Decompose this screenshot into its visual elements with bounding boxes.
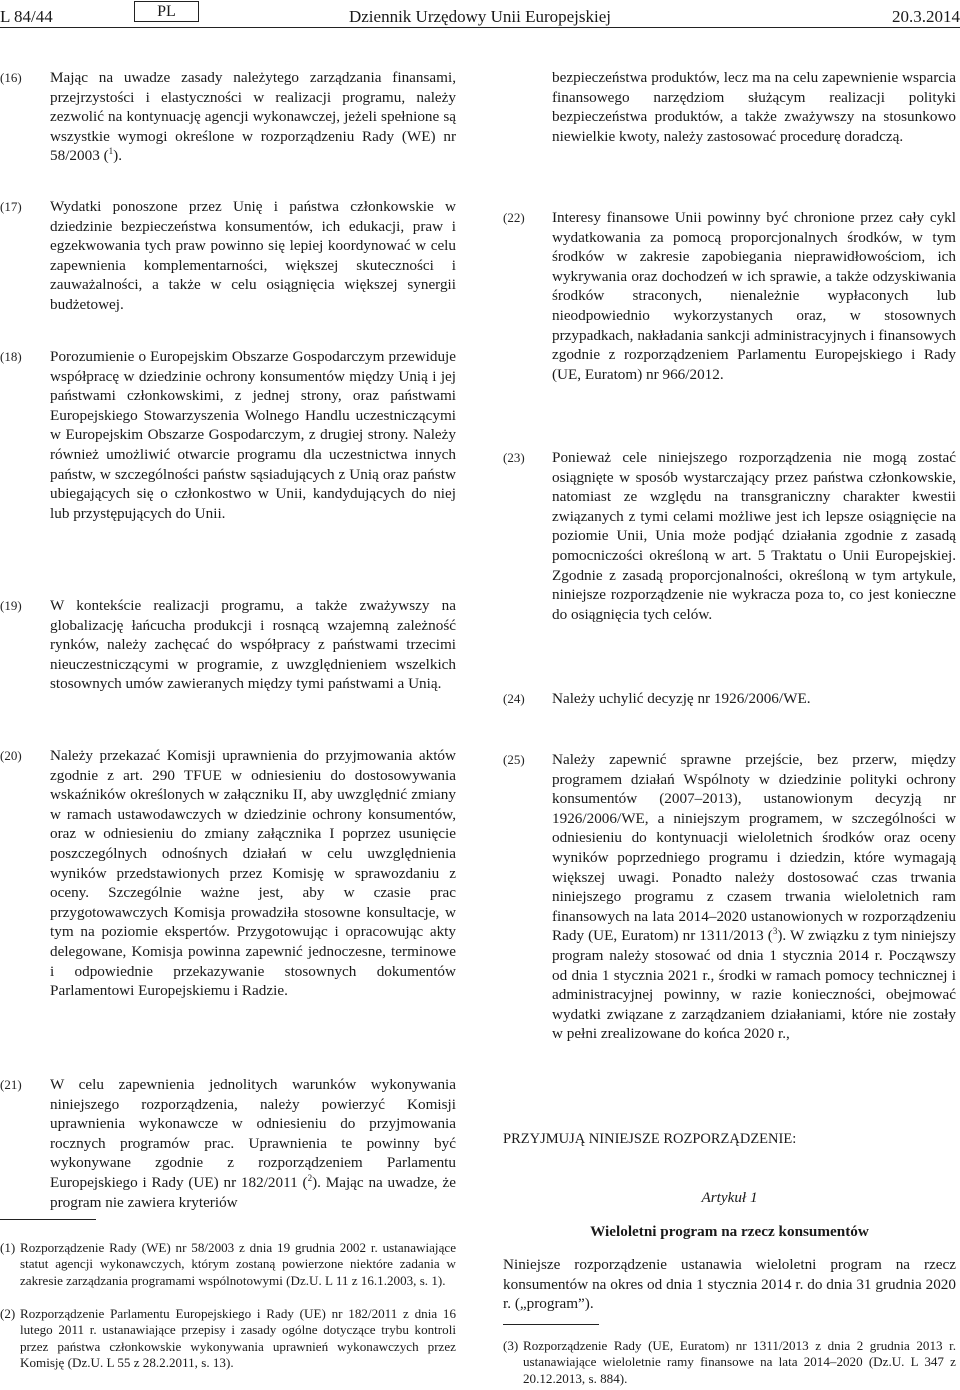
- publication-date: 20.3.2014: [892, 7, 960, 26]
- footnote-text: Rozporządzenie Rady (UE, Euratom) nr 1311/2013 z dnia 2 grudnia 2013 r. ustanawiające wieloletnie ramy finansowe na lata 2014–2020 (Dz.U. L 347 z 20.12.2013, s. 884).: [523, 1338, 956, 1386]
- footnote-number: (3): [503, 1338, 519, 1353]
- article-body: Niniejsze rozporządzenie ustanawia wieloletni program na rzecz konsumentów na okres od dnia 1 stycznia 2014 r. do dnia 31 grudnia 2020 r. („program”).: [503, 1256, 956, 1313]
- footnote-rule: [0, 1219, 96, 1220]
- recital-text: Należy zapewnić sprawne przejście, bez przerw, między programem działań Wspólnoty w dziedzinie polityki ochrony konsumentów (2007–2013), ustanowionym decyzją nr 1926/2006/WE, a niniejszym programem, w szczególności w odniesieniu do kontynuacji wieloletnich środków oraz oceny wyników poprzedniego programu i dziedzin, które wymagają większej uwagi. Ponadto należy dostosować czas trwania niniejszego programu z czasem trwania wieloletnich ram finansowych na lata 2014–2020 ustanowionych w rozporządzeniu Rady (UE, Euratom) nr 1311/2013: [552, 751, 956, 945]
- recital-21-continued: bezpieczeństwa produktów, lecz ma na celu zapewnienie wsparcia finansowego narzędziom służącym realizacji polityki bezpieczeństwa produktów, a także zważywszy na stosunkowo niewielkie kwoty, należy zastosować procedurę doradczą.: [552, 69, 956, 145]
- recital-number: (23): [503, 450, 525, 465]
- footnote-number: (1): [0, 1240, 16, 1255]
- recital-text-continued: . Mając na uwadze, że program nie zawiera kryteriów: [50, 1173, 456, 1211]
- recital-19: W kontekście realizacji programu, a także zważywszy na globalizację łańcucha produkcji i rosnącą wzajemną zależność rynków, należy zachęcać do współpracy z państwami trzecimi nieuczestniczącymi w programie, z uwzględnieniem wszelkich stosownych umów zawieranych między tymi państwami a Unią.: [50, 597, 456, 693]
- footnote-text: Rozporządzenie Parlamentu Europejskiego i Rady (UE) nr 182/2011 z dnia 16 lutego 2011 r. ustanawiające przepisy i zasady ogólne dotyczące trybu kontroli przez państwa członkowskie wykonywania uprawnień wykonawczych przez Komisję (Dz.U. L 55 z 28.2.2011, s. 13).: [20, 1306, 456, 1371]
- journal-title: Dziennik Urzędowy Unii Europejskiej: [348, 7, 611, 26]
- recital-18: Porozumienie o Europejskim Obszarze Gospodarczym przewiduje współpracę w dziedzinie ochrony konsumentów między Unią i jej państwami członkowskimi, z jednej strony, oraz państwami Europejskiego Stowarzyszenia Wolnego Handlu uczestniczącymi w Europejskim Obszarze Gospodarczym, z drugiej strony. Należy również umożliwić otwarcie programu dla uczestnictwa innych państw, w szczególności państw sąsiadujących z Unią oraz państw ubiegających się o członkostwo w Unii, kandydujących do niej lub przystępujących do Unii.: [50, 348, 456, 522]
- footnote-ref: 1: [108, 146, 114, 157]
- footnote-ref: 2: [307, 1172, 313, 1183]
- footnote-ref: 3: [772, 926, 778, 937]
- footnote-1: [0, 1240, 456, 1306]
- recital-number: (19): [0, 598, 22, 613]
- article-label: Artykuł 1: [701, 1189, 758, 1206]
- recital-number: (20): [0, 748, 22, 763]
- recital-number: (16): [0, 70, 22, 85]
- recital-text: Mając na uwadze zasady należytego zarządzania finansami, przejrzystości i elastyczności w realizacji programu, należy zezwolić na kontynuację agencji wykonawczej, jeżeli spełnione są wszystkie wymogi określone w rozporządzeniu Rady (WE) nr 58/2003: [50, 69, 456, 165]
- recital-21: W celu zapewnienia jednolitych warunków wykonywania niniejszego rozporządzenia, należy powierzyć Komisji uprawnienia wykonawcze w odniesieniu do przyjmowania rocznych programów prac. Uprawnienia te powinny być wykonywane zgodnie z rozporządzeniem Parlamentu Europejskiego i Rady (UE) nr 182/2011 ($^2$). Mając na uwadze, że program nie zawiera kryteriów: [50, 1076, 456, 1211]
- recital-24: Należy uchylić decyzję nr 1926/2006/WE.: [552, 690, 811, 707]
- footnote-3: [503, 1338, 956, 1388]
- recital-text-continued: . W związku z tym niniejszy program należy stosować od dnia 1 stycznia 2014 r. Począwszy od dnia 1 stycznia 2021 r., środki w ramach pomocy technicznej i administracyjnej powinny, w razie konieczności, obejmować wydatki związane z zarządzaniem działaniami, które nie zostały w pełni zrealizowane do końca 2020 r.,: [552, 927, 956, 1043]
- recital-22: Interesy finansowe Unii powinny być chronione przez cały cykl wydatkowania za pomocą proporcjonalnych środków, w tym środków w zakresie zapobiegania nieprawidłowościom, ich wykrywania oraz dochodzeń w ich sprawie, a także odzyskiwania środków straconych, nienależnie wypłaconych lub nieodpowiednio wykorzystanych oraz, w stosownych przypadkach, nakładania sankcji administracyjnych i finansowych zgodnie z rozporządzeniem Parlamentu Europejskiego i Rady (UE, Euratom) nr 966/2012.: [552, 209, 956, 383]
- recital-16: Mając na uwadze zasady należytego zarządzania finansami, przejrzystości i elastyczności w realizacji programu, należy zezwolić na kontynuację agencji wykonawczej, jeżeli spełnione są wszystkie wymogi określone w rozporządzeniu Rady (WE) nr 58/2003 ($^1$).: [50, 69, 456, 165]
- recital-number: (21): [0, 1077, 22, 1092]
- article-title: Wieloletni program na rzecz konsumentów: [590, 1223, 869, 1240]
- page-ref: L 84/44: [0, 7, 53, 26]
- recital-number: (24): [503, 691, 525, 706]
- recital-20: Należy przekazać Komisji uprawnienia do przyjmowania aktów zgodnie z art. 290 TFUE w odniesieniu do dostosowywania wskaźników określonych w załączniku II, aby uwzględnić zmiany w ramach ustawodawczych w dziedzinie ochrony konsumentów, oraz w odniesieniu do zmiany załącznika I poprzez usunięcie poszczególnych odnośnych działań w celu uwzględnienia wyników przedstawionych przez Komisję w sprawozdaniu z oceny. Szczególnie ważne jest, aby w czasie prac przygotowawczych Komisja prowadziła stosowne konsultacje, w tym na poziomie ekspertów. Przygotowując i opracowując akty delegowane, Komisja powinna zapewnić jednoczesne, terminowe i odpowiednie przekazywanie stosownych dokumentów Parlamentowi Europejskiemu i Radzie.: [50, 747, 456, 1000]
- recital-number: (17): [0, 199, 22, 214]
- footnote-rule: [503, 1324, 599, 1325]
- adoption-formula: PRZYJMUJĄ NINIEJSZE ROZPORZĄDZENIE:: [503, 1131, 797, 1147]
- recital-number: (18): [0, 349, 22, 364]
- header-rule: [0, 27, 960, 28]
- footnote-2: [0, 1306, 456, 1386]
- recital-17: Wydatki ponoszone przez Unię i państwa członkowskie w dziedzinie bezpieczeństwa konsumentów, ich edukacji, praw i egzekwowania tych praw powinno się lepiej koordynować w celu zapewnienia komplementarności, większej skuteczności i zauważalności, a także w celu osiągnięcia większej synergii budżetowej.: [50, 198, 456, 313]
- footnote-number: (2): [0, 1306, 16, 1321]
- recital-number: (22): [503, 210, 525, 225]
- recital-23: Ponieważ cele niniejszego rozporządzenia nie mogą zostać osiągnięte w sposób wystarczający przez państwa członkowskie, natomiast ze względu na transgraniczny charakter kwestii związanych z tymi celami możliwe jest ich lepsze osiągnięcie na poziomie Unii, Unia może podjąć działania zgodnie z zasadą pomocniczości określoną w art. 5 Traktatu o Unii Europejskiej. Zgodnie z zasadą proporcjonalności, określoną w tym artykule, niniejsze rozporządzenie nie wykracza poza to, co jest konieczne do osiągnięcia tych celów.: [552, 449, 956, 623]
- recital-25: Należy zapewnić sprawne przejście, bez przerw, między programem działań Wspólnoty w dziedzinie polityki ochrony konsumentów (2007–2013), ustanowionym decyzją nr 1926/2006/WE, a niniejszym programem, w szczególności w odniesieniu do kontynuacji wieloletnich środków oraz oceny wyników poprzedniego programu i dziedzin, które wymagają większej uwagi. Ponadto należy dostosować czas trwania niniejszego programu z czasem trwania wieloletnich ram finansowych na lata 2014–2020 ustanowionych w rozporządzeniu Rady (UE, Euratom) nr 1311/2013 ($^3$). W związku z tym niniejszy program należy stosować od dnia 1 stycznia 2014 r. Począwszy od dnia 1 stycznia 2021 r., środki w ramach pomocy technicznej i administracyjnej powinny, w razie konieczności, obejmować wydatki związane z zarządzaniem działaniami, które nie zostały w pełni zrealizowane do końca 2020 r.,: [552, 751, 956, 1043]
- recital-number: (25): [503, 752, 525, 767]
- recital-text: W celu zapewnienia jednolitych warunków wykonywania niniejszego rozporządzenia, należy powierzyć Komisji uprawnienia wykonawcze w odniesieniu do przyjmowania rocznych programów prac. Uprawnienia te powinny być wykonywane zgodnie z rozporządzeniem Parlamentu Europejskiego i Rady (UE) nr 182/2011: [50, 1076, 456, 1191]
- language-code-box: PL: [134, 1, 199, 22]
- footnote-text: Rozporządzenie Rady (WE) nr 58/2003 z dnia 19 grudnia 2002 r. ustanawiające statut agencji wykonawczych, którym zostaną powierzone niektóre zadania w zakresie zarządzania programami wspólnotowymi (Dz.U. L 11 z 16.1.2003, s. 1).: [20, 1240, 456, 1288]
